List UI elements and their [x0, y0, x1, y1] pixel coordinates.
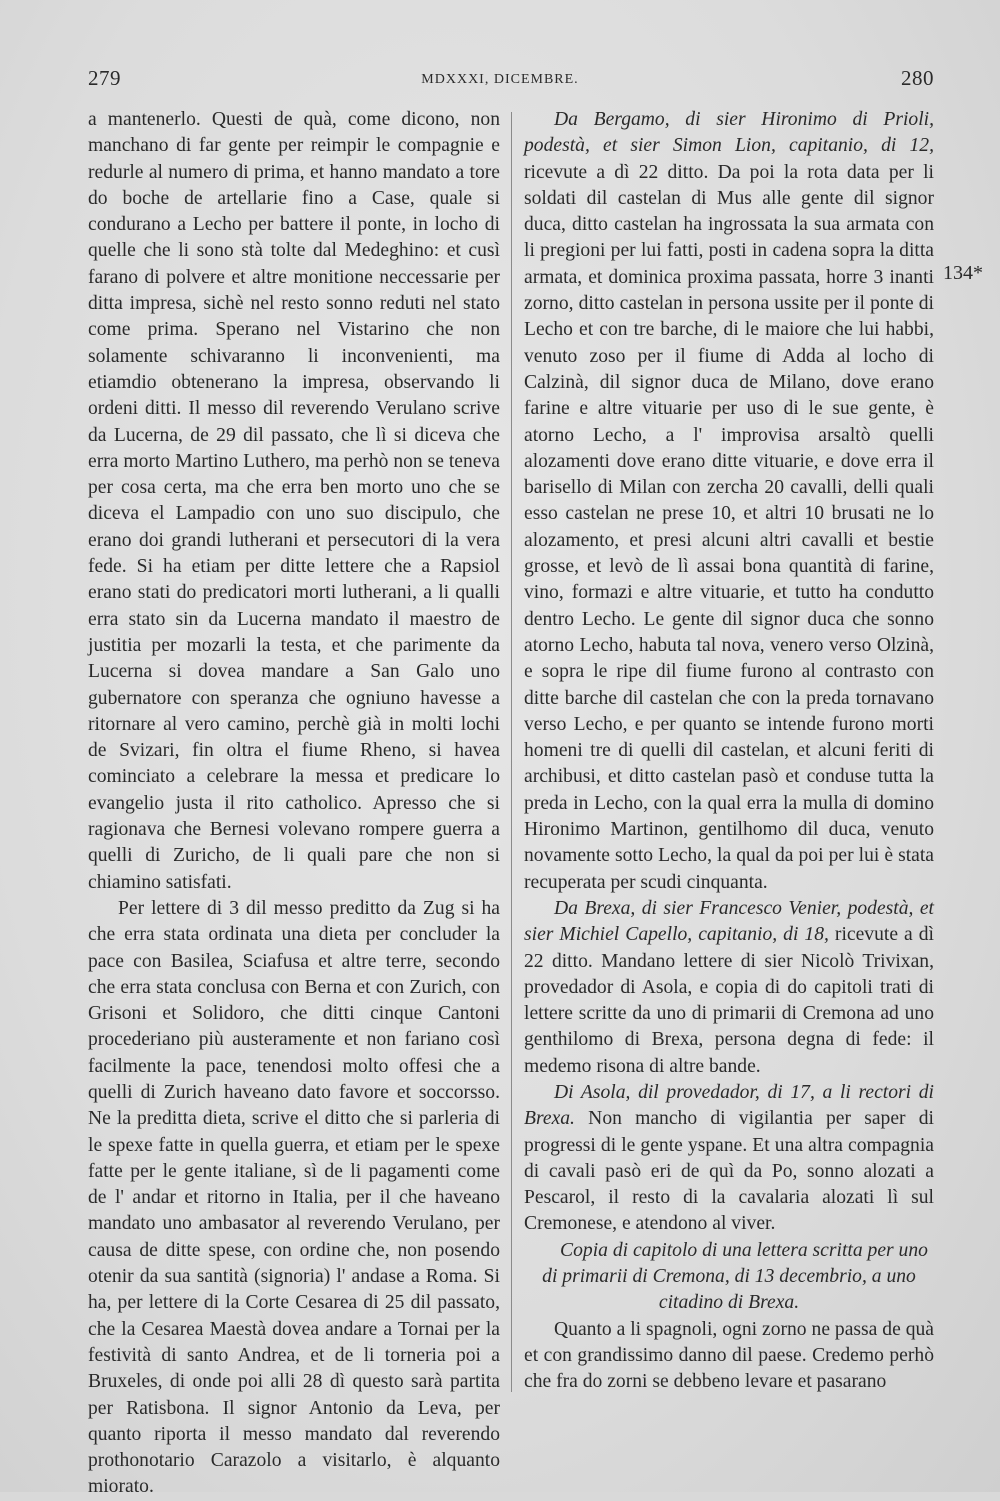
running-title: MDXXXI, DICEMBRE.	[421, 72, 579, 87]
right-paragraph-2	[524, 896, 934, 1080]
left-paragraph-1: a mantenerlo. Questi de quà, come dicono, non manchano di far gente per reimpir le compagnie e redurle al numero di prima, et hanno mandato a tore do boche de artellarie fino a Case, quale si condurano a Lecho per battere il ponte, in locho di quelle che li sono stà tolte dal Medeghino: et cusì farano di polvere et altre monitione neccessarie per ditta impresa, sichè nel resto sonno reduti nel stato come prima. Sperano nel Vistarino che non solamente schivaranno li inconvenienti, ma etiamdio obtenerano la impresa, observando li ordeni ditti. Il messo dil reverendo Verulano scrive da Lucerna, de 29 dil passato, che lì si diceva che erra morto Martino Luthero, ma perhò non se teneva per cosa certa, ma che erra ben morto uno che se diceva el Lampadio con uno suo discipulo, che erano doi grandi lutherani et persecutori di la vera fede. Si ha etiam per ditte lettere che a Rapsiol erano stati do predicatori morti lutherani, a li qualli erra stato sin da Lucerna mandato il maestro de justitia per mozarli la testa, et che parimente da Lucerna si dovea mandare a San Galo uno gubernatore con speranza che ogniuno havesse a ritornare al vero camino, perchè già in molti lochi de Svizari, fin oltra el fiume Rheno, si havea cominciato a celebrare la messa et predicare lo evangelio justa il rito catholico. Apresso che si ragionava che Bernesi volevano rompere guerra a quelli di Zuricho, de li quali pare che non si chiamino satisfati.	[88, 109, 500, 893]
right-column	[524, 107, 934, 1396]
left-paragraph-2: Per lettere di 3 dil messo preditto da Zug si ha che erra stata ordinata una dieta per concluder la pace con Basilea, Sciafusa et altre terre, secondo che erra stata conclusa con Berna et con Zurich, con Grisoni et Solidoro, che ditti cinque Cantoni procederiano più austeramente et non fariano così facilmente la pace, tenendosi molto offesi che a quelli di Zurich haveano dato favore et soccorsso. Ne la preditta dieta, scrive el ditto che si parleria di le spexe fatte in quella guerra, et etiam per le spexe fatte per le gente italiane, sì de li pagamenti come de l' andar et ritorno in Italia, per il che haveano mandato uno ambasator al reverendo Verulano, per causa de ditte spese, con ordine che, non posendo otenir da sua santità (signoria) l' andase a Roma. Si ha, per lettere di la Corte Cesarea di 25 dil passato, che la Cesarea Maestà dovea andare a Tornai per la festività di santo Andrea, et de li torneria poi a Bruxeles, di onde poi alli 28 dì questo sarà partita per Ratisbona. Il signor Antonio da Leva, per quanto riporta il messo mandato dal reverendo prothonotario Carazolo a visitarlo, è alquanto miorato.	[88, 897, 500, 1498]
left-column	[88, 107, 500, 1501]
right-paragraph-2-lead: Da Brexa, di sier Francesco Venier, podestà, et sier Michiel Capello, capitanio, di 18,	[524, 897, 934, 946]
right-paragraph-2-body: ricevute a dì 22 ditto. Mandano lettere di sier Nicolò Trivixan, provedador di Asola, e copia di do capitoli trati di lettere scritte da uno di primarii di Cremona ad uno genthilomo di Brexa, persona degna di fede: il medemo risona di altre bande.	[524, 924, 934, 1077]
right-paragraph-3	[524, 1080, 934, 1238]
right-paragraph-4: Quanto a li spagnoli, ogni zorno ne passa de quà et con grandissimo danno dil paese. Credemo perhò che fra do zorni se debbeno levare et pasarano	[524, 1318, 934, 1393]
column-divider	[511, 112, 512, 1392]
letter-subheading: Copia di capitolo di una lettera scritta per uno di primarii di Cremona, di 13 decembrio, a uno citadino di Brexa.	[542, 1239, 928, 1314]
page-number-left: 279	[88, 66, 121, 90]
page-number-right: 280	[901, 66, 934, 90]
right-paragraph-1	[524, 107, 934, 896]
margin-note: 134*	[943, 262, 983, 284]
right-paragraph-1-body: ricevute a dì 22 ditto. Da poi la rota data per li soldati dil castelan di Mus alle gente dil signor duca, ditto castelan ha ingrossata la sua armata con li pregioni per lui fatti, posti in cadena sopra la ditta armata, et dominica proxima passata, horre 3 inanti zorno, ditto castelan in persona ussite per il ponte di Lecho et con tre barche, di le maiore che lui habbi, venuto zoso per il fiume di Adda al locho di Calzinà, dil signor duca de Milano, dove erano farine e altre vituarie per uso di le sue gente, è atorno Lecho, a l' improvisa arsaltò quelli alozamenti dove erano ditte vituarie, e dove erra il barisello di Milan con zercha 20 cavalli, delli quali esso castelan ne prese 10, et altri 10 brusati ne lo alozamento, et presi alcuni altri cavalli et bestie grosse, et levò de lì assai bona quantità di farine, vino, formazi e altre vituarie, et tutto ha condutto dentro Lecho. Le gente dil signor duca che sonno atorno Lecho, habuta tal nova, venero verso Olzinà, e sopra le ripe dil fiume furono al contrasto con ditte barche dil castelan che con la preda tornavano verso Lecho, e per quanto se intende furono morti homeni tre di quelli dil castelan, et alcuni feriti di archibusi, et ditto castelan pasò et conduse tutta la preda in Lecho, con la qual erra la mulla di domino Hironimo Martinon, gentilhomo dil duca, venuto novamente sotto Lecho, la qual da poi per lui è stata recuperata per scudi cinquanta.	[524, 161, 934, 893]
right-paragraph-1-lead: Da Bergamo, di sier Hironimo di Prioli, podestà, et sier Simon Lion, capitanio, di 12,	[524, 109, 934, 157]
right-paragraph-3-lead: Di Asola, dil provedador, di 17, a li rectori di Brexa.	[524, 1081, 934, 1130]
right-paragraph-3-body: Non mancho di vigilantia per saper di progressi di le gente yspane. Et una altra compagnia di cavali pasò eri de quì da Po, sonno alozati a Pescarol, il resto di la cavalaria alozati lì sul Cremonese, e atendono al viver.	[524, 1108, 934, 1235]
